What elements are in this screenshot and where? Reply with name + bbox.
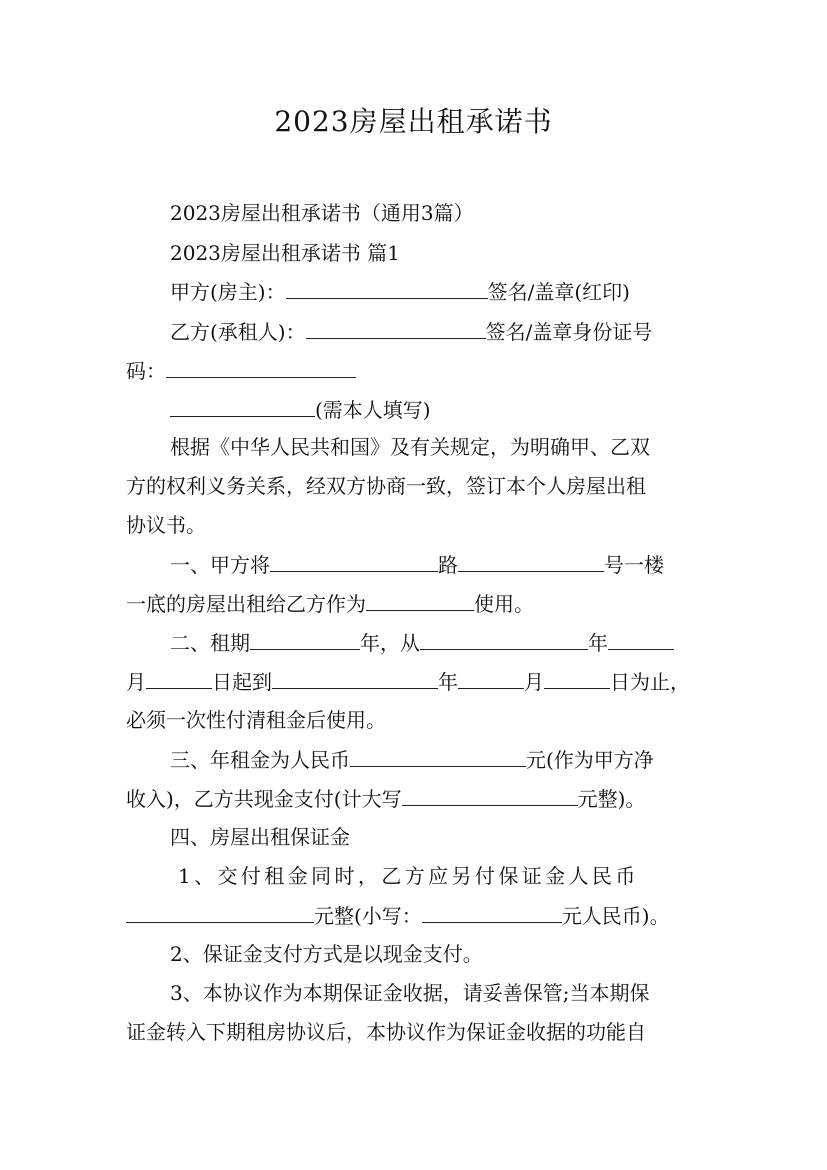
party-b-id-label: 码： <box>126 359 166 383</box>
start-year-blank <box>420 629 588 650</box>
intro-line-3: 协议书。 <box>126 513 206 537</box>
party-b-id-line <box>126 357 356 384</box>
clause-3-line-2 <box>126 785 645 812</box>
rent-uppercase-blank <box>402 785 578 806</box>
clause-1-text-a: 一、甲方将 <box>170 553 270 577</box>
intro-line-1: 根据《中华人民共和国》及有关规定，为明确甲、乙双 <box>170 435 650 459</box>
id-number-blank <box>166 357 356 378</box>
clause-4-1-line-1: 1、交付租金同时，乙方应另付保证金人民币 <box>178 864 639 888</box>
party-b-line <box>170 318 652 345</box>
party-a-label: 甲方(房主)： <box>170 280 286 304</box>
clause-1-line-2 <box>126 590 534 617</box>
subtitle: 2023房屋出租承诺书（通用3篇） <box>170 201 474 225</box>
clause-2-text-a: 二、租期 <box>170 631 250 655</box>
self-fill-blank <box>170 396 315 417</box>
party-b-suffix: 签名/盖章身份证号 <box>485 320 653 344</box>
clause-4-3-line-2: 证金转入下期租房协议后，本协议作为保证金收据的功能自 <box>126 1020 646 1044</box>
clause-1-text-c: 号一楼 <box>604 553 664 577</box>
clause-1-text-e: 使用。 <box>474 592 534 616</box>
clause-4-3-line-1: 3、本协议作为本期保证金收据，请妥善保管;当本期保 <box>170 981 650 1005</box>
self-fill-line <box>170 396 431 423</box>
document-title: 2023房屋出租承诺书 <box>274 105 553 138</box>
clause-4-heading: 四、房屋出租保证金 <box>170 825 350 849</box>
clause-2-text-g: 月 <box>524 670 544 694</box>
clause-1-text-b: 路 <box>438 553 458 577</box>
clause-4-1-text-c: 元人民币)。 <box>561 904 670 928</box>
party-b-label: 乙方(承租人)： <box>170 320 306 344</box>
clause-3-line-1 <box>170 746 654 773</box>
end-month-blank <box>458 668 524 689</box>
clause-2-text-e: 日起到 <box>212 670 272 694</box>
party-a-line <box>170 278 630 305</box>
clause-1-text-d: 一底的房屋出租给乙方作为 <box>126 592 366 616</box>
clause-2-text-h: 日为止， <box>610 670 690 694</box>
self-fill-note: (需本人填写) <box>315 398 431 422</box>
clause-2-text-d: 月 <box>126 670 146 694</box>
clause-3-text-b: 元(作为甲方净 <box>526 748 654 772</box>
clause-2-text-c: 年 <box>588 631 608 655</box>
clause-3-text-a: 三、年租金为人民币 <box>170 748 350 772</box>
end-day-blank <box>544 668 610 689</box>
intro-line-2: 方的权利义务关系，经双方协商一致，签订本个人房屋出租 <box>126 474 646 498</box>
deposit-amount-blank <box>126 902 314 923</box>
clause-2-text-f: 年 <box>438 670 458 694</box>
clause-2-line-3: 必须一次性付清租金后使用。 <box>126 708 386 732</box>
usage-blank <box>366 590 474 611</box>
clause-3-text-c: 收入)，乙方共现金支付(计大写 <box>126 787 402 811</box>
clause-4-2: 2、保证金支付方式是以现金支付。 <box>170 942 483 966</box>
road-blank <box>270 551 438 572</box>
party-b-blank <box>306 318 486 339</box>
start-day-blank <box>146 668 212 689</box>
clause-2-line-2 <box>126 668 690 695</box>
end-year-blank <box>272 668 438 689</box>
rent-amount-blank <box>350 746 526 767</box>
article-heading: 2023房屋出租承诺书 篇1 <box>170 241 400 265</box>
term-years-blank <box>250 629 360 650</box>
clause-2-text-b: 年，从 <box>360 631 420 655</box>
number-blank <box>458 551 604 572</box>
party-a-suffix: 签名/盖章(红印) <box>487 280 630 304</box>
deposit-lowercase-blank <box>422 902 562 923</box>
clause-1-line-1 <box>170 551 664 578</box>
party-a-blank <box>286 278 488 299</box>
clause-4-1-line-2 <box>126 902 670 929</box>
clause-3-text-d: 元整)。 <box>577 787 646 811</box>
clause-2-line-1 <box>170 629 674 656</box>
start-month-blank <box>608 629 674 650</box>
clause-4-1-text-b: 元整(小写： <box>314 904 422 928</box>
